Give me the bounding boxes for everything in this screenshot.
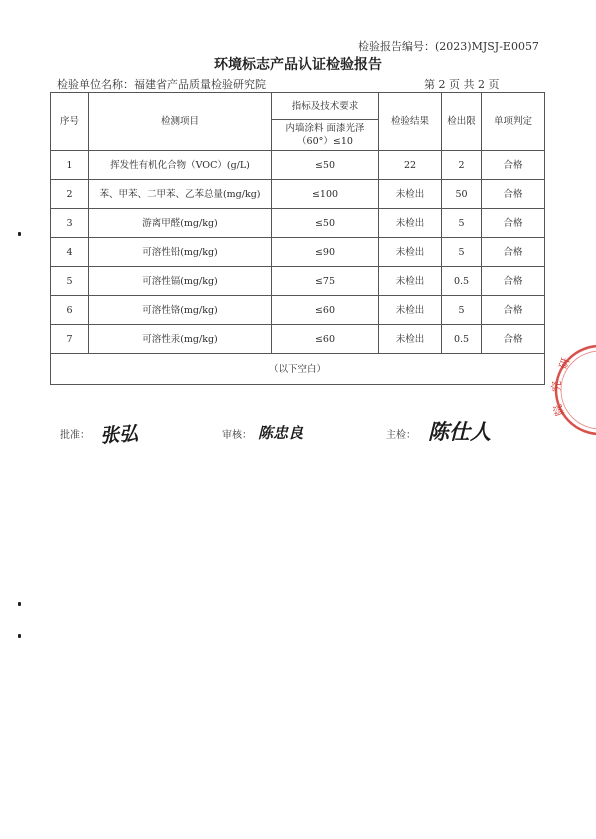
chief-signature: 陈仕人 — [428, 420, 491, 444]
cell-limit: 0.5 — [442, 325, 482, 354]
inspection-unit: 检验单位名称：福建省产品质量检验研究院 — [57, 78, 266, 91]
header-result: 检验结果 — [379, 93, 442, 151]
header-requirement: 指标及技术要求 — [272, 93, 379, 120]
cell-judgment: 合格 — [482, 238, 545, 267]
cell-limit: 5 — [442, 238, 482, 267]
cell-result: 未检出 — [379, 296, 442, 325]
cell-limit: 2 — [442, 151, 482, 180]
svg-text:院: 院 — [550, 402, 567, 418]
cell-item: 挥发性有机化合物（VOC）(g/L) — [89, 151, 272, 180]
svg-text:研: 研 — [556, 356, 573, 372]
header-seq: 序号 — [51, 93, 89, 151]
official-stamp — [548, 340, 596, 440]
cell-requirement: ≤90 — [272, 238, 379, 267]
review-signature: 陈忠良 — [258, 424, 304, 442]
svg-text:究: 究 — [550, 381, 563, 392]
report-title: 环境标志产品认证检验报告 — [214, 57, 382, 73]
cell-requirement: ≤100 — [272, 180, 379, 209]
review-label: 审核： — [222, 430, 252, 441]
cell-judgment: 合格 — [482, 267, 545, 296]
table-row — [51, 180, 545, 209]
cell-seq: 6 — [51, 296, 89, 325]
approve-signature: 张弘 — [99, 422, 139, 448]
cell-seq: 4 — [51, 238, 89, 267]
header-requirement-sub: 内墙涂料 面漆光泽（60°）≤10 — [272, 120, 379, 151]
scan-mark — [18, 602, 21, 606]
table-row — [51, 238, 545, 267]
cell-requirement: ≤75 — [272, 267, 379, 296]
table-row — [51, 209, 545, 238]
table-row — [51, 267, 545, 296]
cell-result: 未检出 — [379, 325, 442, 354]
cell-item: 可溶性汞(mg/kg) — [89, 325, 272, 354]
cell-seq: 3 — [51, 209, 89, 238]
page-info: 第 2 页 共 2 页 — [424, 78, 500, 91]
chief-label: 主检： — [386, 430, 416, 441]
cell-result: 未检出 — [379, 180, 442, 209]
cell-limit: 50 — [442, 180, 482, 209]
cell-item: 可溶性铅(mg/kg) — [89, 238, 272, 267]
cell-item: 苯、甲苯、二甲苯、乙苯总量(mg/kg) — [89, 180, 272, 209]
cell-limit: 5 — [442, 209, 482, 238]
cell-requirement: ≤60 — [272, 325, 379, 354]
cell-judgment: 合格 — [482, 180, 545, 209]
blank-note: （以下空白） — [51, 354, 545, 385]
cell-limit: 5 — [442, 296, 482, 325]
header-limit: 检出限 — [442, 93, 482, 151]
scan-mark — [18, 232, 21, 236]
scan-mark — [18, 634, 21, 638]
cell-item: 游离甲醛(mg/kg) — [89, 209, 272, 238]
cell-result: 未检出 — [379, 238, 442, 267]
cell-requirement: ≤50 — [272, 151, 379, 180]
cell-result: 22 — [379, 151, 442, 180]
cell-seq: 1 — [51, 151, 89, 180]
report-number: 检验报告编号：(2023)MJSJ-E0057 — [358, 40, 539, 53]
approve-label: 批准： — [60, 430, 90, 441]
table-row — [51, 151, 545, 180]
table-row — [51, 296, 545, 325]
cell-judgment: 合格 — [482, 296, 545, 325]
results-table — [50, 92, 545, 385]
cell-seq: 5 — [51, 267, 89, 296]
cell-requirement: ≤60 — [272, 296, 379, 325]
cell-item: 可溶性镉(mg/kg) — [89, 267, 272, 296]
cell-judgment: 合格 — [482, 325, 545, 354]
cell-seq: 7 — [51, 325, 89, 354]
table-row — [51, 325, 545, 354]
cell-judgment: 合格 — [482, 151, 545, 180]
cell-limit: 0.5 — [442, 267, 482, 296]
cell-judgment: 合格 — [482, 209, 545, 238]
cell-seq: 2 — [51, 180, 89, 209]
header-item: 检测项目 — [89, 93, 272, 151]
header-judgment: 单项判定 — [482, 93, 545, 151]
table-header-row — [51, 93, 545, 120]
cell-requirement: ≤50 — [272, 209, 379, 238]
cell-result: 未检出 — [379, 209, 442, 238]
blank-note-row — [51, 354, 545, 385]
cell-item: 可溶性铬(mg/kg) — [89, 296, 272, 325]
cell-result: 未检出 — [379, 267, 442, 296]
